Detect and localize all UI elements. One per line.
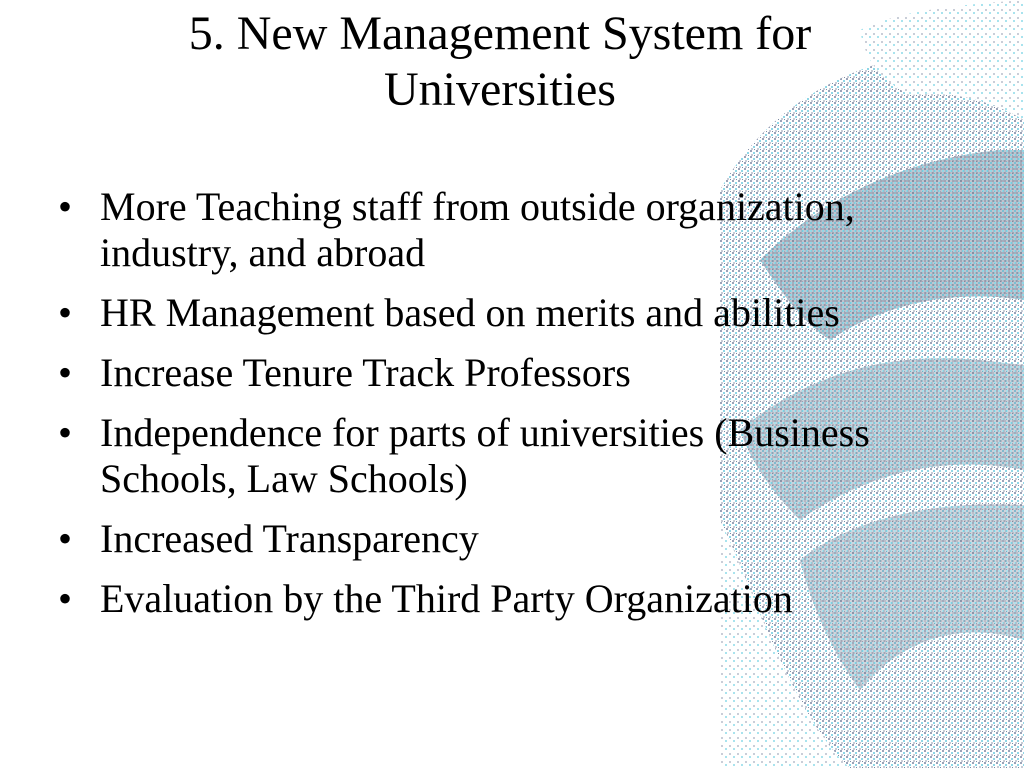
bullet-item	[58, 576, 1008, 622]
bullet-item	[58, 350, 1008, 396]
bullet-text: HR Management based on merits and abilities	[100, 290, 840, 335]
bullet-text-line-2: Schools, Law Schools)	[100, 456, 468, 501]
bullet-text: Increased Transparency	[100, 516, 479, 561]
slide-title	[100, 6, 900, 118]
bullet-dot-icon: •	[58, 290, 73, 335]
bullet-dot-icon: •	[58, 516, 73, 561]
slide-title-line-2: Universities	[384, 63, 616, 116]
bullet-item	[58, 516, 1008, 562]
bullet-dot-icon: •	[58, 350, 73, 395]
bullet-text: Increase Tenure Track Professors	[100, 350, 631, 395]
bullet-dot-icon: •	[58, 184, 73, 229]
bullet-text: Evaluation by the Third Party Organization	[100, 576, 793, 621]
bullet-text-line-1: More Teaching staff from outside organization,	[100, 184, 855, 229]
bullet-item	[58, 410, 1008, 502]
bullet-dot-icon: •	[58, 576, 73, 621]
bullet-item	[58, 184, 1008, 276]
bullet-item	[58, 290, 1008, 336]
bullet-list	[58, 184, 1008, 636]
slide-title-line-1: 5. New Management System for	[188, 7, 812, 60]
bullet-text-line-1: Independence for parts of universities (Business	[100, 410, 870, 455]
bullet-text-line-2: industry, and abroad	[100, 230, 426, 275]
bullet-dot-icon: •	[58, 410, 73, 455]
